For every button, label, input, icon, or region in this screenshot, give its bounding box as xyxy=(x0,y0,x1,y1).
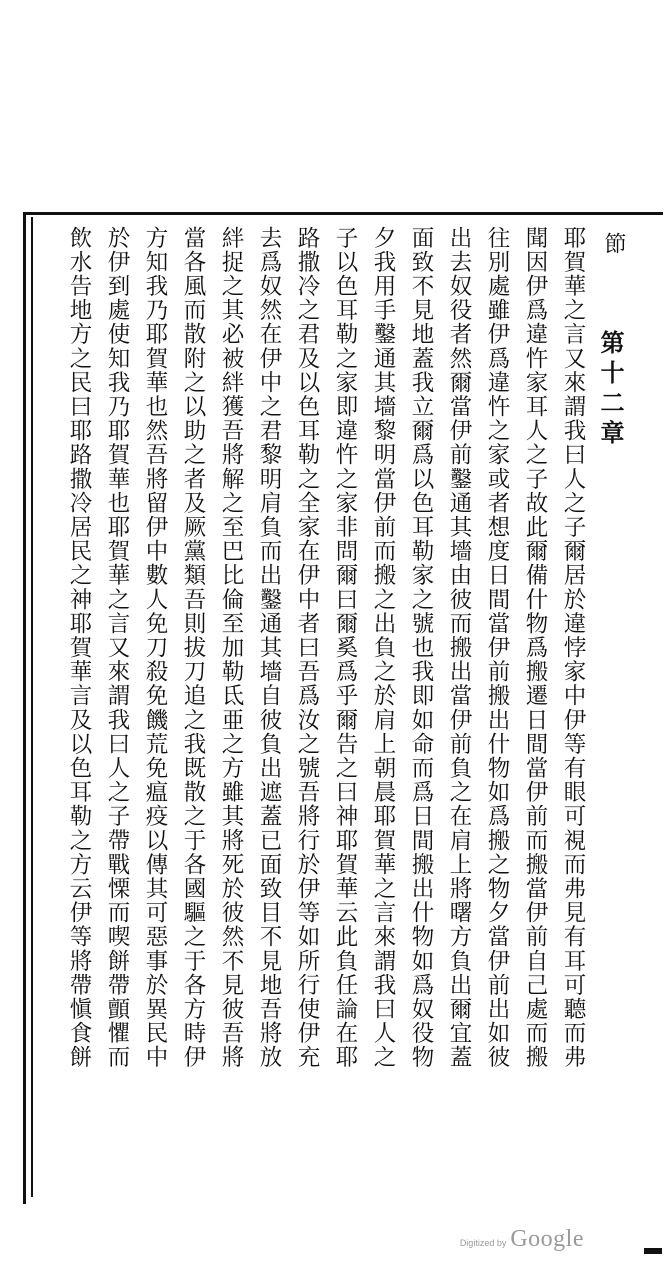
chapter-title: 第十二章 xyxy=(596,330,625,450)
text-column-3: 往別處雖伊爲違忤之家或者想度日間當伊前搬出什物如爲搬之物夕當伊前出如彼 xyxy=(484,226,510,1070)
text-column-6: 夕我用手鑿通其墻黎明當伊前而搬之出負之於肩上朝晨耶賀華之言來謂我曰人之 xyxy=(370,226,396,1070)
text-column-7: 子以色耳勒之家即違忤之家非問爾曰爾奚爲乎爾告之曰神耶賀華云此負任論在耶 xyxy=(332,226,358,1070)
digitized-watermark xyxy=(460,1226,584,1253)
text-column-2: 聞因伊爲違忤家耳人之子故此爾備什物爲搬遷日間當伊前而搬當伊前自己處而搬 xyxy=(522,226,548,1070)
text-column-13: 於伊到處使知我乃耶賀華也耶賀華之言又來謂我曰人之子帶戰慄而喫餅帶顫懼而 xyxy=(104,226,130,1070)
digitized-label: Digitized by xyxy=(459,1238,507,1248)
google-logo: Google xyxy=(510,1226,584,1252)
text-column-12: 方知我乃耶賀華也然吾將留伊中數人免刀殺免饑荒免瘟疫以傳其可惡事於異民中 xyxy=(142,226,168,1070)
text-column-5: 面致不見地蓋我立爾爲以色耳勒家之號也我即如命而爲日間搬出什物如爲奴役物 xyxy=(408,226,434,1070)
corner-mark xyxy=(644,1248,662,1254)
text-column-10: 絆捉之其必被絆獲吾將解之至巴比倫至加勒氐亜之方雖其將死於彼然不見彼吾將 xyxy=(218,226,244,1070)
text-column-14: 飲水告地方之民曰耶路撒冷居民之神耶賀華言及以色耳勒之方云伊等將帶愼食餅 xyxy=(66,226,92,1070)
text-column-9: 去爲奴然在伊中之君黎明肩負而出鑿通其墻自彼負出遮蓋已面致目不見地吾將放 xyxy=(256,226,282,1070)
section-mark: 節 xyxy=(601,232,626,254)
text-column-11: 當各風而散附之以助之者及厥黨類吾則拔刀追之我既散之于各國驅之于各方時伊 xyxy=(180,226,206,1070)
inner-border-rule xyxy=(31,217,33,1197)
text-column-4: 出去奴役者然爾當伊前鑿通其墻由彼而搬出當伊前負之在肩上將曙方負出爾宜蓋 xyxy=(446,226,472,1070)
text-column-8: 路撒冷之君及以色耳勒之全家在伊中者曰吾爲汝之號吾將行於伊等如所行使伊充 xyxy=(294,226,320,1070)
text-column-1: 耶賀華之言又來謂我曰人之子爾居於違悖家中伊等有眼可視而弗見有耳可聽而弗 xyxy=(560,226,586,1070)
